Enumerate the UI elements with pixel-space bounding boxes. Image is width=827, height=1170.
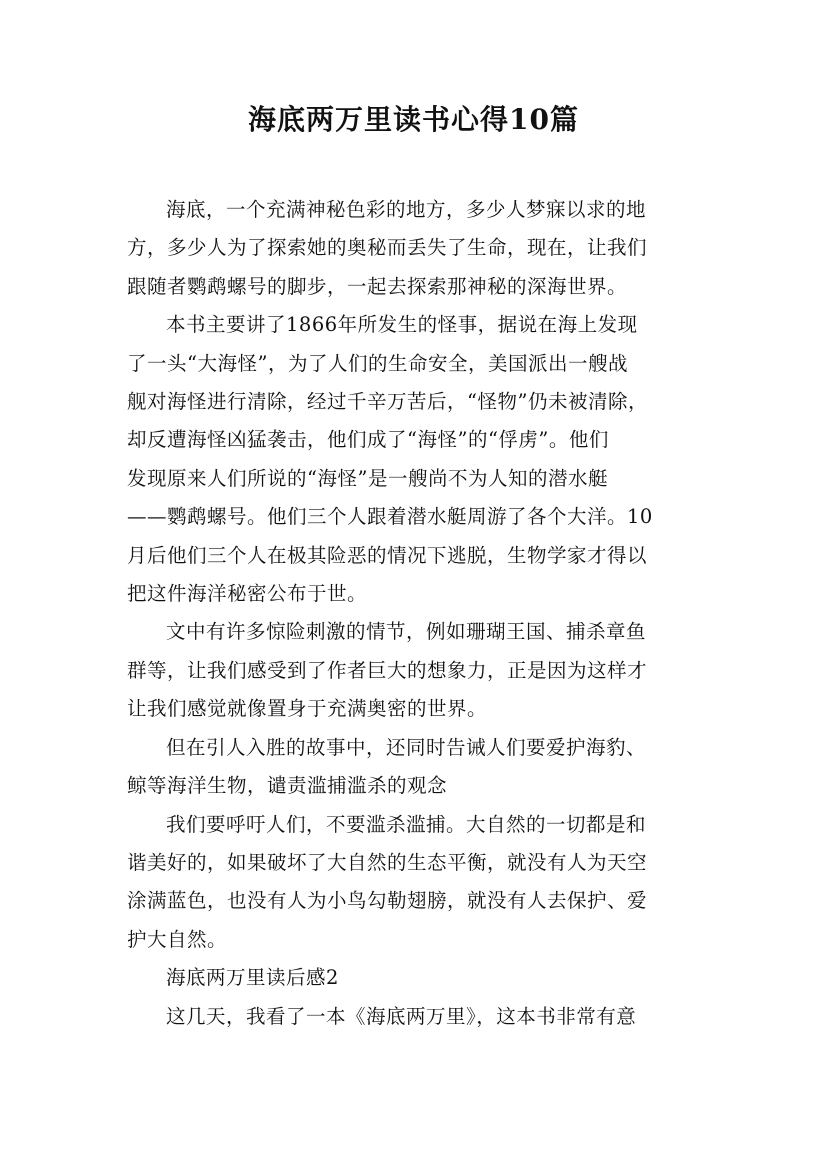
text-line: 谐美好的，如果破坏了大自然的生态平衡，就没有人为天空 bbox=[127, 850, 648, 874]
text-line: 海底两万里读后感2 bbox=[166, 966, 339, 990]
text-line: 护大自然。 bbox=[127, 927, 228, 951]
text-line: 本书主要讲了1866年所发生的怪事，据说在海上发现 bbox=[166, 313, 638, 337]
text-line: 却反遭海怪凶猛袭击，他们成了“海怪”的“俘虏”。他们 bbox=[127, 428, 609, 452]
text-line: 让我们感觉就像置身于充满奥密的世界。 bbox=[127, 697, 488, 721]
text-line: ——鹦鹉螺号。他们三个人跟着潜水艇周游了各个大洋。10 bbox=[127, 505, 653, 529]
text-line: 文中有许多惊险刺激的情节，例如珊瑚王国、捕杀章鱼 bbox=[166, 620, 647, 644]
text-line: 发现原来人们所说的“海怪”是一艘尚不为人知的潜水艇 bbox=[127, 466, 608, 490]
text-line: 海底，一个充满神秘色彩的地方，多少人梦寐以求的地 bbox=[166, 198, 647, 221]
text-line: 把这件海洋秘密公布于世。 bbox=[127, 582, 368, 606]
text-line: 但在引人入胜的故事中，还同时告诫人们要爱护海豹、 bbox=[166, 735, 647, 759]
document-title: 海底两万里读书心得10篇 bbox=[248, 103, 579, 136]
text-line: 群等，让我们感受到了作者巨大的想象力，正是因为这样才 bbox=[127, 658, 648, 682]
text-line: 方，多少人为了探索她的奥秘而丢失了生命，现在，让我们 bbox=[127, 236, 648, 260]
text-line: 我们要呼吁人们，不要滥杀滥捕。大自然的一切都是和 bbox=[166, 812, 647, 836]
text-line: 鲸等海洋生物，谴责滥捕滥杀的观念 bbox=[127, 774, 448, 798]
text-line: 月后他们三个人在极其险恶的情况下逃脱，生物学家才得以 bbox=[127, 543, 648, 567]
text-line: 跟随者鹦鹉螺号的脚步，一起去探索那神秘的深海世界。 bbox=[127, 274, 628, 298]
text-line: 了一头“大海怪”，为了人们的生命安全，美国派出一艘战 bbox=[127, 351, 628, 375]
text-line: 涂满蓝色，也没有人为小鸟勾勒翅膀，就没有人去保护、爱 bbox=[127, 889, 648, 913]
text-line: 这几天，我看了一本《海底两万里》，这本书非常有意 bbox=[166, 1004, 637, 1028]
text-line: 舰对海怪进行清除，经过千辛万苦后，“怪物”仍未被清除， bbox=[127, 390, 648, 414]
document-body bbox=[127, 191, 707, 1036]
